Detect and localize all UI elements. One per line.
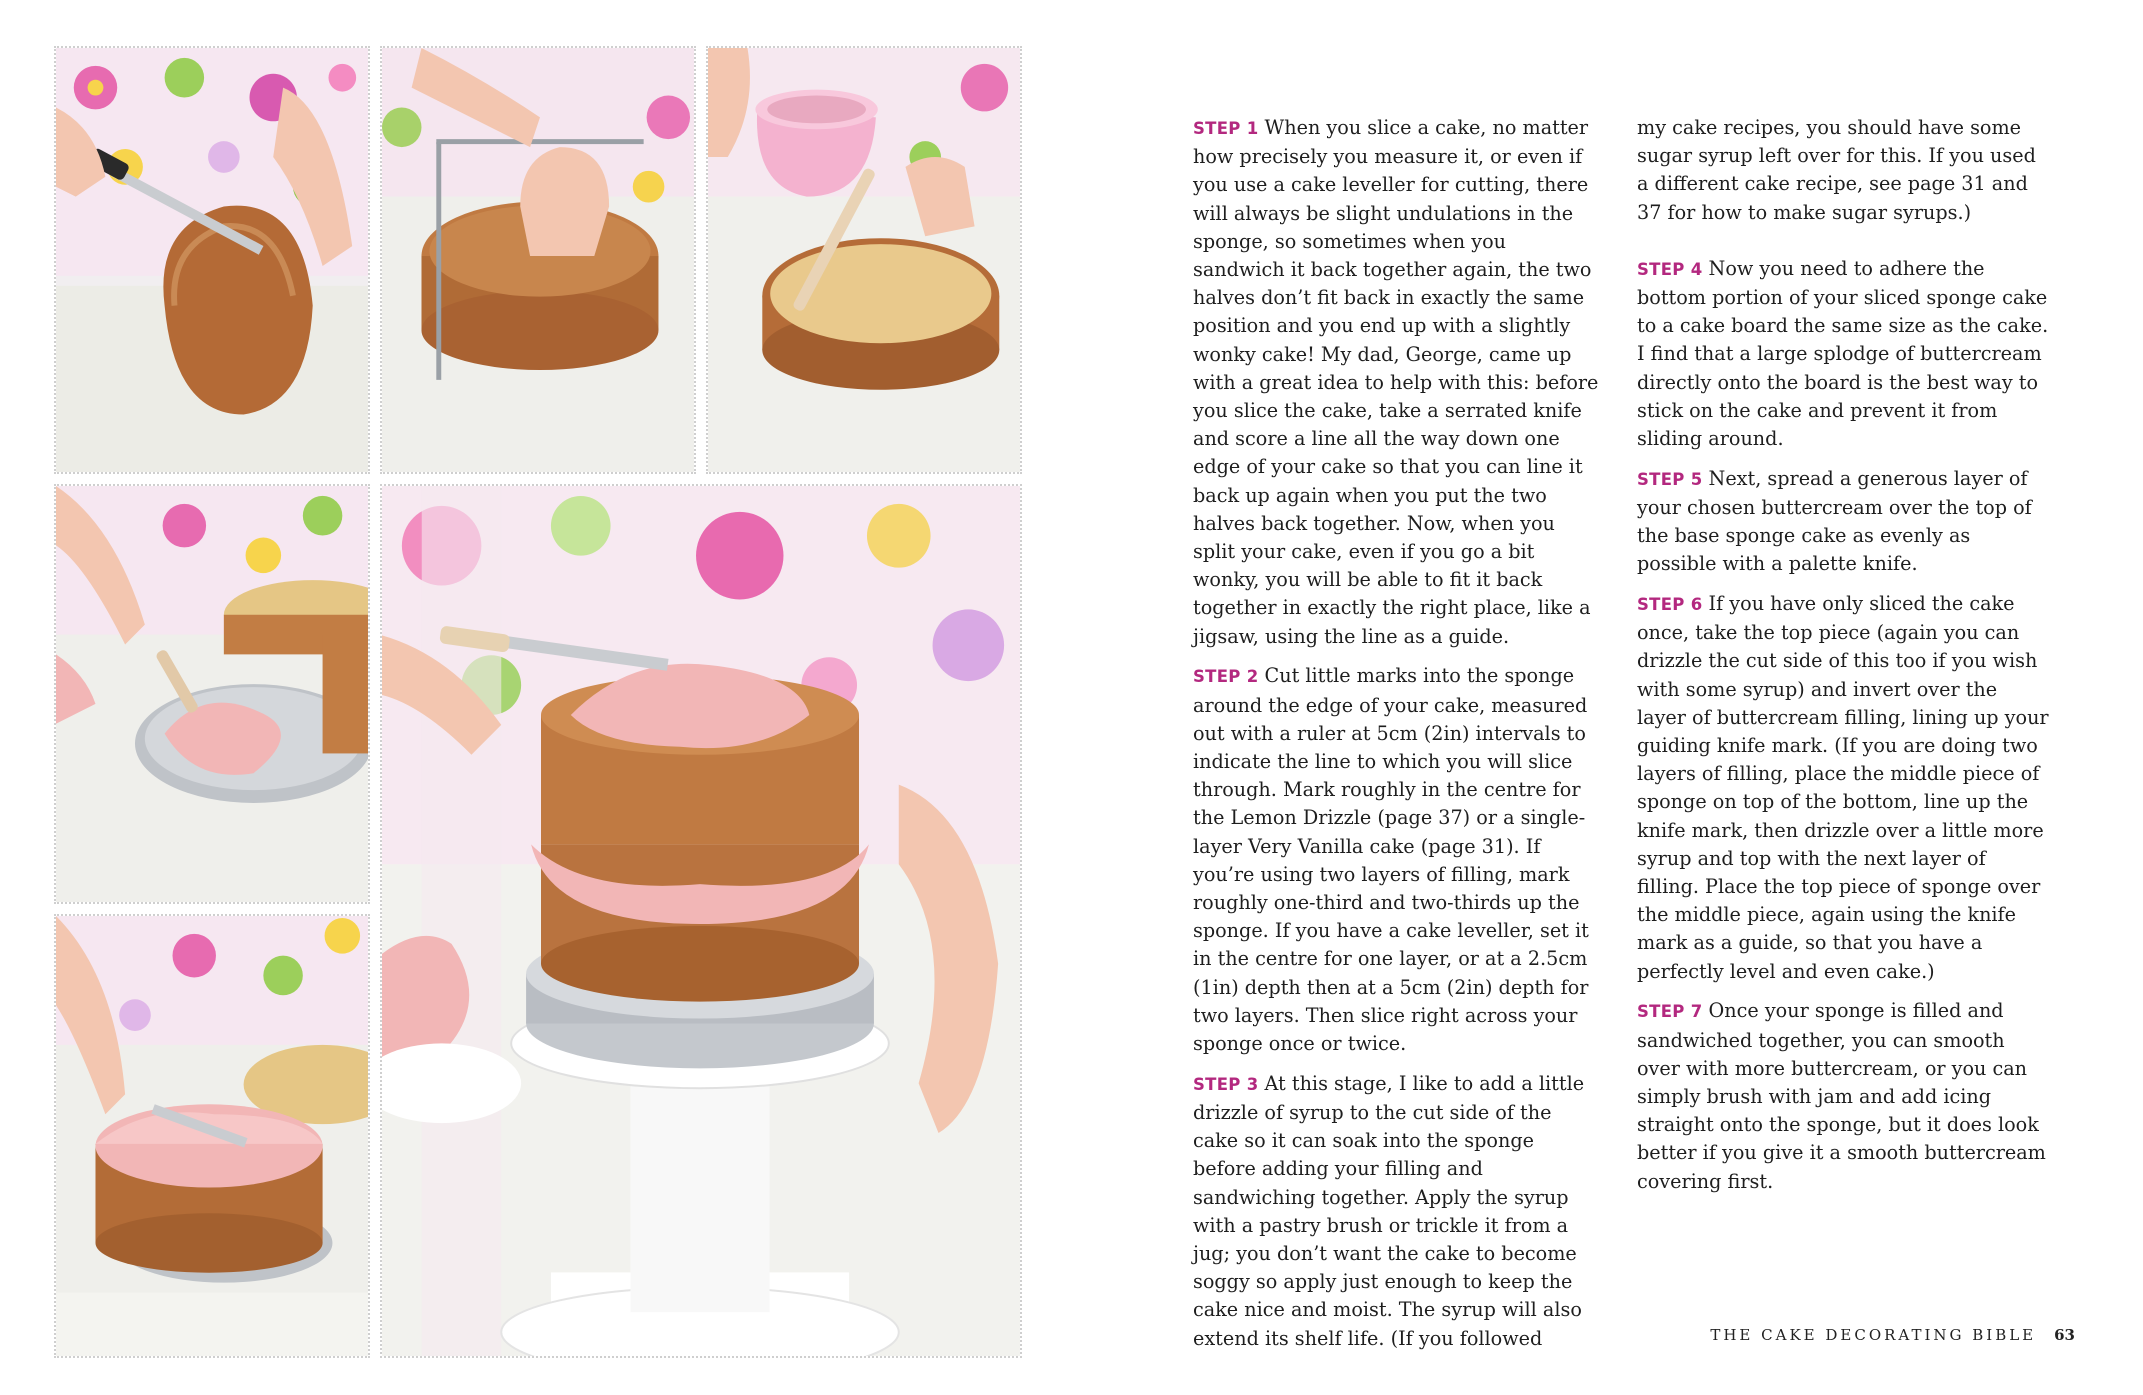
step-7-paragraph <box>1637 997 2049 1195</box>
step-7-label: STEP 7 <box>1637 1002 1703 1022</box>
step-7-text: Once your sponge is filled and sandwiched together, you can smooth over with more buttercream, or you can simply brush with jam and add icing straight onto the sponge, but it does look better if you give it a smooth buttercream covering first. <box>1637 999 2046 1193</box>
step-5-label: STEP 5 <box>1637 469 1703 489</box>
text-column-left <box>1193 114 1601 1364</box>
step-3-continued-text: my cake recipes, you should have some sugar syrup left over for this. If you used a different cake recipe, see page 31 and 37 for how to make sugar syrups.) <box>1637 116 2036 224</box>
step-2-paragraph <box>1193 662 1601 1058</box>
photo-brushing-syrup <box>706 46 1022 474</box>
step-1-label: STEP 1 <box>1193 119 1259 138</box>
step-5-text: Next, spread a generous layer of your chosen buttercream over the top of the base sponge cake as evenly as possible with a palette knife. <box>1637 466 2032 576</box>
page-footer <box>1710 1326 2075 1344</box>
step-6-label: STEP 6 <box>1637 595 1703 615</box>
step-3-text: At this stage, I like to add a little drizzle of syrup to the cut side of the cake so it can soak into the sponge before adding your filling and sandwiching together. Apply the syrup with a pastry brush or trickle it from a jug; you don’t want the cake to become soggy so apply just enough to keep the cake nice and moist. The syrup will also extend its shelf life. (If you followed <box>1193 1071 1585 1350</box>
photo-cake-leveller <box>380 46 696 474</box>
step-2-text: Cut little marks into the sponge around the edge of your cake, measured out with a ruler at 5cm (2in) intervals to indicate the line to which you will slice through. Mark roughly in the centre for the Lemon Drizzle (page 37) or a single-layer Very Vanilla cake (page 31). If you’re using two layers of filling, mark roughly one-third and two-thirds up the sponge. If you have a cake leveller, set it in the centre for one layer, or at a 2.5cm (1in) depth then at a 5cm (2in) depth for two layers. Then slice right across your sponge once or twice. <box>1193 664 1589 1055</box>
step-3-label: STEP 3 <box>1193 1074 1259 1094</box>
step-6-paragraph <box>1637 590 2049 986</box>
step-3-paragraph <box>1193 1070 1601 1353</box>
photo-grid <box>54 46 1022 1358</box>
step-2-label: STEP 2 <box>1193 667 1259 687</box>
step-4-text: Now you need to adhere the bottom portion of your sliced sponge cake to a cake board the same size as the cake. I find that a large splodge of buttercream directly onto the board is the best way to stick on the cake and prevent it from sliding around. <box>1637 256 2049 451</box>
photo-scoring-cake <box>54 46 370 474</box>
step-6-text: If you have only sliced the cake once, take the top piece (again you can drizzle the cut side of this too if you wish with some syrup) and invert over the layer of buttercream filling, lining up your guiding knife mark. (If you are doing two layers of filling, place the middle piece of sponge on top of the bottom, line up the knife mark, then drizzle over a little more syrup and top with the next layer of filling. Place the top piece of sponge over the middle piece, again using the knife mark as a guide, so that you have a perfectly level and even cake.) <box>1637 592 2049 983</box>
photo-spreading-buttercream <box>54 914 370 1358</box>
step-4-paragraph <box>1637 255 2049 453</box>
step-5-paragraph <box>1637 465 2049 579</box>
step-1-paragraph <box>1193 114 1601 651</box>
step-1-text: When you slice a cake, no matter how precisely you measure it, or even if you use a cake leveller for cutting, there will always be slight undulations in the sponge, so sometimes when you sandwich it back together again, the two halves don’t fit back in exactly the same position and you end up with a slightly wonky cake! My dad, George, came up with a great idea to help with this: before you slice the cake, take a serrated knife and score a line all the way down one edge of your cake so that you can line it back up again when you put the two halves back together. Now, when you split your cake, even if you go a bit wonky, you will be able to fit it back together in exactly the right place, like a jigsaw, using the line as a guide. <box>1193 116 1599 648</box>
photo-filled-cake-turntable <box>380 484 1022 1358</box>
running-title: THE CAKE DECORATING BIBLE <box>1710 1326 2037 1344</box>
step-4-label: STEP 4 <box>1637 259 1703 279</box>
page-number: 63 <box>2054 1326 2075 1344</box>
text-column-right <box>1637 114 2049 1207</box>
step-3-continued-paragraph <box>1637 114 2049 227</box>
photo-buttercream-board <box>54 484 370 904</box>
